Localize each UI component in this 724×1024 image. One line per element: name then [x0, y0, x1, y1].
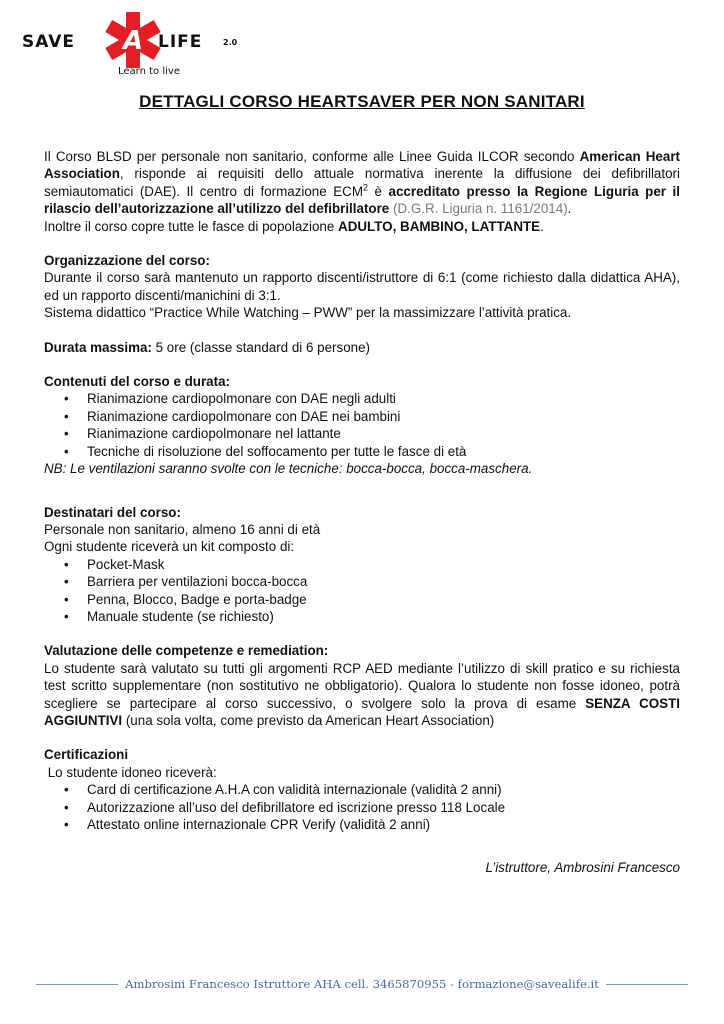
list-item: • Penna, Blocco, Badge e porta-badge — [44, 591, 680, 608]
section-heading-organizzazione: Organizzazione del corso: — [44, 253, 210, 269]
list-item: • Pocket-Mask — [44, 556, 680, 573]
list-item: • Tecniche di risoluzione del soffocamento per tutte le fasce di età — [44, 443, 680, 460]
page-footer — [36, 975, 688, 993]
section-heading-certificazioni: Certificazioni — [44, 747, 129, 763]
intro-paragraph: Il Corso BLSD per personale non sanitario, conforme alle Linee Guida ILCOR secondo American Heart Association, risponde ai requisiti dello attuale normativa inerente la diffusione dei defibrillatori semiautomatici (DAE). Il centro di formazione ECM$^2$ è accreditato presso la Regione Liguria per il rilascio dell’autorizzazione all’utilizzo del defibrillatore (D.G.R. Liguria n. 1161/2014). Inoltre il corso copre tutte le fasce di popolazione ADULTO, BAMBINO, LATTANTE. — [44, 149, 680, 234]
valutazione-text: Lo studente sarà valutato su tutti gli argomenti RCP AED mediante l’utilizzo di skill pratico e su richiesta test scritto supplementare (non sostitutivo ne obbligatorio). Qualora lo studente non fosse idoneo, potrà scegliere se partecipare al corso successivo, o svolgere solo la prova di esame SENZA COSTI AGGIUNTIVI (una sola volta, come previsto da American Heart Association) — [44, 660, 681, 728]
intro-bold-accreditation: accreditato presso la Regione Liguria per il rilascio dell’autorizzazione all’utilizzo del defibrillatore — [44, 183, 680, 217]
star-of-life-icon — [102, 10, 164, 72]
instructor-signature: L’istruttore, Ambrosini Francesco — [485, 860, 680, 876]
ventilation-note: NB: Le ventilazioni saranno svolte con le tecniche: bocca-bocca, bocca-maschera. — [44, 461, 533, 477]
page-title: DETTAGLI CORSO HEARTSAVER PER NON SANITARI — [139, 92, 585, 111]
footer-rule-right — [606, 984, 688, 985]
logo-word-save: SAVE — [22, 32, 76, 52]
population-bands: ADULTO, BAMBINO, LATTANTE — [338, 218, 541, 234]
durata-line — [44, 339, 680, 356]
list-item: • Card di certificazione A.H.A con validità internazionale (validità 2 anni) — [44, 781, 680, 798]
document-body — [44, 148, 680, 877]
dgr-reference: (D.G.R. Liguria n. 1161/2014) — [392, 201, 568, 217]
list-item: • Rianimazione cardiopolmonare con DAE nei bambini — [44, 408, 680, 425]
list-item: • Rianimazione cardiopolmonare con DAE negli adulti — [44, 390, 680, 407]
kit-list — [44, 556, 680, 626]
kit-intro: Ogni studente riceverà un kit composto di: — [44, 539, 295, 555]
savealife-logo — [22, 10, 252, 82]
list-item: • Rianimazione cardiopolmonare nel lattante — [44, 425, 680, 442]
destinatari-text: Personale non sanitario, almeno 16 anni di età — [44, 521, 321, 537]
logo-tagline: Learn to live — [118, 66, 180, 77]
certificazioni-intro: Lo studente idoneo riceverà: — [44, 764, 217, 780]
logo-word-life: LIFE — [158, 32, 203, 52]
list-item: • Manuale studente (se richiesto) — [44, 608, 680, 625]
logo-letter-a: A — [122, 26, 144, 56]
durata-label: Durata massima: — [44, 339, 152, 355]
footer-contact: Ambrosini Francesco Istruttore AHA cell. 3465870955 - formazione@savealife.it — [125, 977, 599, 991]
organizzazione-pww: Sistema didattico “Practice While Watching – PWW” per la massimizzare l’attività pratica. — [44, 305, 572, 321]
section-heading-contenuti: Contenuti del corso e durata: — [44, 374, 230, 390]
contenuti-list — [44, 390, 680, 460]
list-item: • Barriera per ventilazioni bocca-bocca — [44, 573, 680, 590]
section-heading-valutazione: Valutazione delle competenze e remediation: — [44, 643, 329, 659]
no-extra-costs: SENZA COSTI AGGIUNTIVI — [44, 695, 681, 728]
intro-bold-aha: American Heart Association — [44, 149, 680, 182]
durata-value: 5 ore (classe standard di 6 persone) — [151, 339, 371, 355]
logo-version: 2.0 — [223, 38, 238, 47]
list-item: • Attestato online internazionale CPR Verify (validità 2 anni) — [44, 816, 680, 833]
list-item: • Autorizzazione all’uso del defibrillatore ed iscrizione presso 118 Locale — [44, 799, 680, 816]
organizzazione-text: Durante il corso sarà mantenuto un rapporto discenti/istruttore di 6:1 (come richiesto dalla didattica AHA), ed un rapporto discenti/manichini di 3:1. — [44, 270, 680, 303]
ecm-superscript: 2 — [363, 182, 369, 193]
certificazioni-list — [44, 781, 680, 833]
section-heading-destinatari: Destinatari del corso: — [44, 504, 181, 520]
footer-rule-left — [36, 984, 118, 985]
